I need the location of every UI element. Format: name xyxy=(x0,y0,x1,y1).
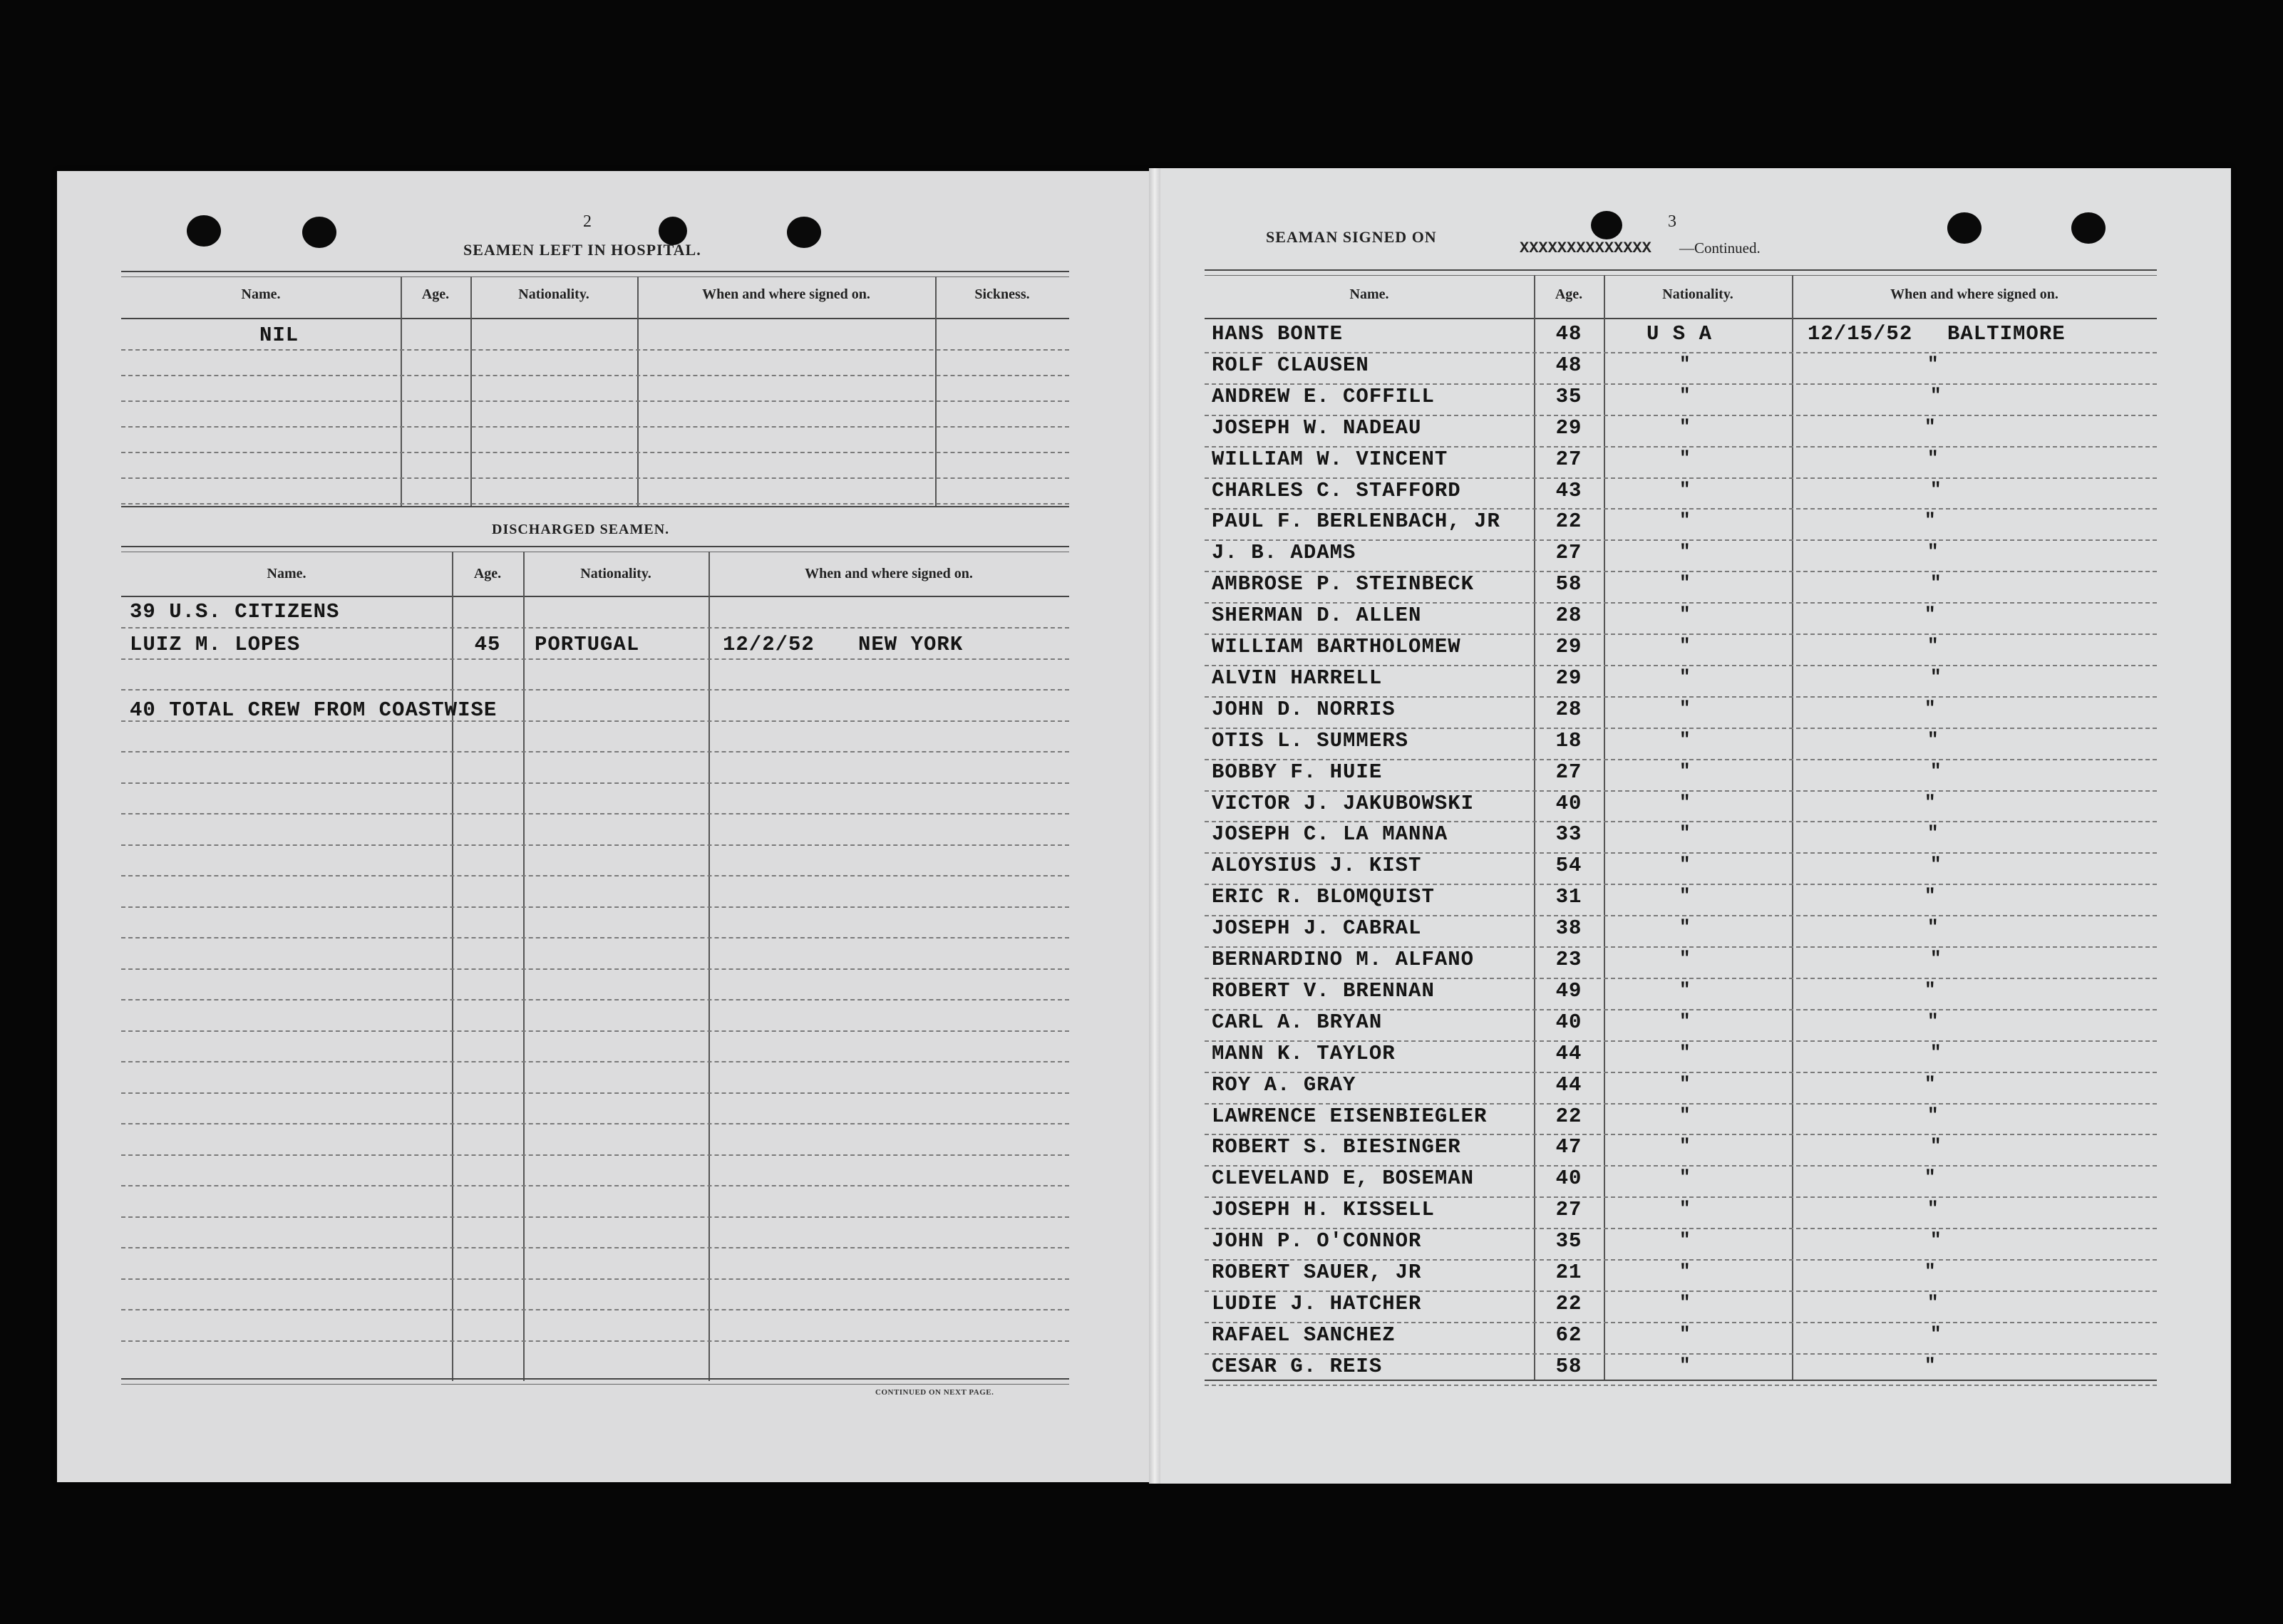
column-header: When and where signed on. xyxy=(702,286,870,302)
row-line xyxy=(121,844,1069,846)
signed-on-age-cell: 29 xyxy=(1555,635,1582,658)
ditto-mark: " xyxy=(1679,541,1691,563)
signed-on-section-title: SEAMAN SIGNED ON xyxy=(1266,228,1437,246)
ditto-mark: " xyxy=(1679,1291,1691,1313)
ditto-mark: " xyxy=(1927,1291,1939,1313)
column-header: Name. xyxy=(1349,286,1389,302)
discharged-place-cell: NEW YORK xyxy=(858,633,964,656)
ditto-mark: " xyxy=(1679,948,1691,969)
ditto-mark: " xyxy=(1924,1261,1936,1282)
table-top-rule xyxy=(121,271,1069,272)
ditto-mark: " xyxy=(1927,635,1939,656)
ditto-mark: " xyxy=(1924,697,1936,719)
column-header: Nationality. xyxy=(518,286,589,302)
column-header: Name. xyxy=(267,566,306,581)
ditto-mark: " xyxy=(1930,572,1942,594)
row-line xyxy=(121,1185,1069,1186)
ditto-mark: " xyxy=(1679,728,1691,750)
ditto-mark: " xyxy=(1679,1041,1691,1063)
table-top-rule xyxy=(1205,269,2157,271)
ditto-mark: " xyxy=(1679,415,1691,438)
row-line xyxy=(121,689,1069,691)
header-rule xyxy=(1205,318,2157,319)
column-divider xyxy=(401,276,402,506)
row-line xyxy=(121,999,1069,1000)
row-line xyxy=(121,477,1069,479)
ditto-mark: " xyxy=(1924,510,1936,532)
signed-on-age-cell: 29 xyxy=(1555,415,1582,440)
signed-on-name-cell: JOSEPH W. NADEAU xyxy=(1212,415,1422,440)
ditto-mark: " xyxy=(1924,415,1936,438)
ditto-mark: " xyxy=(1679,822,1691,844)
column-header: When and where signed on. xyxy=(805,566,973,581)
row-line xyxy=(121,1278,1069,1280)
signed-on-age-cell: 62 xyxy=(1555,1323,1582,1347)
signed-on-age-cell: 48 xyxy=(1555,322,1582,346)
ditto-mark: " xyxy=(1930,1135,1942,1157)
signed-on-age-cell: 22 xyxy=(1555,510,1582,534)
signed-on-name-cell: CHARLES C. STAFFORD xyxy=(1212,478,1461,502)
ditto-mark: " xyxy=(1930,948,1942,969)
signed-on-age-cell: 40 xyxy=(1555,791,1582,815)
ditto-mark: " xyxy=(1679,885,1691,907)
ditto-mark: " xyxy=(1679,510,1691,532)
column-header: When and where signed on. xyxy=(1890,286,2058,302)
signed-on-name-cell: WILLIAM BARTHOLOMEW xyxy=(1212,635,1461,658)
row-line xyxy=(121,375,1069,376)
table-bottom-rule xyxy=(121,1384,1069,1385)
ditto-mark: " xyxy=(1924,978,1936,1000)
row-line xyxy=(121,658,1069,660)
signed-on-age-cell: 44 xyxy=(1555,1041,1582,1065)
ditto-mark: " xyxy=(1930,760,1942,782)
ditto-mark: " xyxy=(1679,572,1691,594)
discharged-name-cell: 39 U.S. CITIZENS xyxy=(130,600,340,624)
signed-on-name-cell: SHERMAN D. ALLEN xyxy=(1212,604,1422,628)
row-line xyxy=(121,813,1069,814)
signed-on-age-cell: 28 xyxy=(1555,697,1582,721)
signed-on-name-cell: OTIS L. SUMMERS xyxy=(1212,728,1409,752)
signed-on-age-cell: 22 xyxy=(1555,1291,1582,1315)
row-line xyxy=(121,349,1069,351)
signed-on-date-cell: 12/15/52 xyxy=(1808,322,1913,346)
table-bottom-rule xyxy=(1205,1380,2157,1381)
signed-on-name-cell: JOSEPH J. CABRAL xyxy=(1212,916,1422,941)
signed-on-name-cell: ROBERT S. BIESINGER xyxy=(1212,1135,1461,1159)
page-number: 3 xyxy=(1668,212,1676,231)
column-divider xyxy=(470,276,472,506)
row-line xyxy=(121,1030,1069,1032)
ditto-mark: " xyxy=(1924,1072,1936,1095)
ditto-mark: " xyxy=(1679,447,1691,469)
ditto-mark: " xyxy=(1679,1229,1691,1251)
signed-on-age-cell: 27 xyxy=(1555,541,1582,565)
punch-hole-icon xyxy=(787,217,821,248)
ditto-mark: " xyxy=(1930,1041,1942,1063)
ditto-mark: " xyxy=(1927,822,1939,844)
signed-on-age-cell: 27 xyxy=(1555,1198,1582,1222)
ditto-mark: " xyxy=(1930,478,1942,500)
hospital-section-title: SEAMEN LEFT IN HOSPITAL. xyxy=(463,241,701,259)
signed-on-age-cell: 35 xyxy=(1555,1229,1582,1253)
signed-on-age-cell: 29 xyxy=(1555,666,1582,690)
signed-on-name-cell: JOSEPH H. KISSELL xyxy=(1212,1198,1435,1222)
signed-on-name-cell: VICTOR J. JAKUBOWSKI xyxy=(1212,791,1475,815)
row-line xyxy=(121,627,1069,629)
punch-hole-icon xyxy=(1947,212,1981,244)
row-line xyxy=(121,1061,1069,1062)
ditto-mark: " xyxy=(1930,384,1942,406)
table-rule xyxy=(121,276,1069,277)
signed-on-age-cell: 28 xyxy=(1555,604,1582,628)
ditto-mark: " xyxy=(1927,728,1939,750)
punch-hole-icon xyxy=(302,217,336,248)
ditto-mark: " xyxy=(1679,854,1691,876)
signed-on-name-cell: PAUL F. BERLENBACH, JR xyxy=(1212,510,1500,534)
discharged-nationality-cell: PORTUGAL xyxy=(535,633,640,656)
signed-on-age-cell: 22 xyxy=(1555,1104,1582,1128)
ditto-mark: " xyxy=(1679,353,1691,375)
column-divider xyxy=(523,552,525,1381)
row-line xyxy=(121,1340,1069,1342)
signed-on-name-cell: MANN K. TAYLOR xyxy=(1212,1041,1396,1065)
ditto-mark: " xyxy=(1924,885,1936,907)
ditto-mark: " xyxy=(1679,1167,1691,1189)
ditto-mark: " xyxy=(1679,978,1691,1000)
signed-on-name-cell: WILLIAM W. VINCENT xyxy=(1212,447,1448,471)
punch-hole-icon xyxy=(2071,212,2106,244)
signed-on-age-cell: 43 xyxy=(1555,478,1582,502)
ditto-mark: " xyxy=(1927,541,1939,563)
ditto-mark: " xyxy=(1679,384,1691,406)
signed-on-name-cell: BOBBY F. HUIE xyxy=(1212,760,1383,784)
table-top-rule xyxy=(121,546,1069,547)
signed-on-name-cell: ALOYSIUS J. KIST xyxy=(1212,854,1422,878)
signed-on-age-cell: 35 xyxy=(1555,384,1582,408)
column-divider xyxy=(1604,275,1605,1381)
row-line xyxy=(121,906,1069,908)
signed-on-age-cell: 54 xyxy=(1555,854,1582,878)
signed-on-age-cell: 38 xyxy=(1555,916,1582,941)
left-page xyxy=(57,171,1155,1482)
signed-on-age-cell: 23 xyxy=(1555,948,1582,971)
ditto-mark: " xyxy=(1679,760,1691,782)
ditto-mark: " xyxy=(1930,854,1942,876)
signed-on-name-cell: CESAR G. REIS xyxy=(1212,1354,1383,1378)
column-header: Sickness. xyxy=(974,286,1030,302)
ditto-mark: " xyxy=(1927,916,1939,938)
signed-on-name-cell: JOHN D. NORRIS xyxy=(1212,697,1396,721)
row-line xyxy=(121,875,1069,876)
punch-hole-icon xyxy=(1591,211,1622,239)
hospital-name-cell: NIL xyxy=(259,324,299,347)
signed-on-name-cell: JOSEPH C. LA MANNA xyxy=(1212,822,1448,847)
column-divider xyxy=(935,276,937,506)
column-divider xyxy=(452,552,453,1381)
signed-on-age-cell: 40 xyxy=(1555,1010,1582,1034)
column-header: Nationality. xyxy=(1662,286,1733,302)
signed-on-name-cell: CARL A. BRYAN xyxy=(1212,1010,1383,1034)
signed-on-age-cell: 48 xyxy=(1555,353,1582,377)
ditto-mark: " xyxy=(1679,604,1691,626)
row-line xyxy=(1205,1385,2157,1386)
ditto-mark: " xyxy=(1927,1104,1939,1126)
column-divider xyxy=(1792,275,1793,1381)
column-header: Age. xyxy=(421,286,450,302)
signed-on-name-cell: CLEVELAND E, BOSEMAN xyxy=(1212,1167,1475,1191)
ditto-mark: " xyxy=(1679,1198,1691,1220)
signed-on-name-cell: ROY A. GRAY xyxy=(1212,1072,1356,1097)
signed-on-name-cell: ERIC R. BLOMQUIST xyxy=(1212,885,1435,909)
signed-on-name-cell: RAFAEL SANCHEZ xyxy=(1212,1323,1396,1347)
title-continued: —Continued. xyxy=(1679,239,1761,257)
ditto-mark: " xyxy=(1930,666,1942,688)
row-line xyxy=(121,1123,1069,1124)
ditto-mark: " xyxy=(1679,697,1691,719)
signed-on-name-cell: J. B. ADAMS xyxy=(1212,541,1356,565)
discharged-name-cell: LUIZ M. LOPES xyxy=(130,633,301,656)
ditto-mark: " xyxy=(1679,791,1691,813)
row-line xyxy=(121,751,1069,752)
column-header: Age. xyxy=(1555,286,1583,302)
signed-on-name-cell: ALVIN HARRELL xyxy=(1212,666,1383,690)
ditto-mark: " xyxy=(1924,791,1936,813)
column-header: Age. xyxy=(473,566,502,581)
ditto-mark: " xyxy=(1679,478,1691,500)
ditto-mark: " xyxy=(1679,1354,1691,1376)
signed-on-place-cell: BALTIMORE xyxy=(1947,322,2066,346)
ditto-mark: " xyxy=(1679,1135,1691,1157)
signed-on-age-cell: 58 xyxy=(1555,1354,1582,1378)
ditto-mark: " xyxy=(1679,1323,1691,1345)
signed-on-name-cell: ANDREW E. COFFILL xyxy=(1212,384,1435,408)
signed-on-age-cell: 44 xyxy=(1555,1072,1582,1097)
ditto-mark: " xyxy=(1930,1229,1942,1251)
page-number: 2 xyxy=(583,212,592,231)
row-line xyxy=(121,426,1069,428)
signed-on-age-cell: 40 xyxy=(1555,1167,1582,1191)
row-line xyxy=(121,452,1069,453)
header-rule xyxy=(121,318,1069,319)
signed-on-age-cell: 31 xyxy=(1555,885,1582,909)
ditto-mark: " xyxy=(1927,353,1939,375)
ditto-mark: " xyxy=(1927,1198,1939,1220)
ditto-mark: " xyxy=(1679,666,1691,688)
signed-on-name-cell: LAWRENCE EISENBIEGLER xyxy=(1212,1104,1488,1128)
row-line xyxy=(121,937,1069,938)
ditto-mark: " xyxy=(1924,1167,1936,1189)
ditto-mark: " xyxy=(1679,1261,1691,1282)
signed-on-name-cell: HANS BONTE xyxy=(1212,322,1344,346)
signed-on-age-cell: 33 xyxy=(1555,822,1582,847)
table-rule xyxy=(1205,275,2157,276)
signed-on-age-cell: 21 xyxy=(1555,1261,1582,1284)
header-rule xyxy=(121,596,1069,597)
signed-on-name-cell: AMBROSE P. STEINBECK xyxy=(1212,572,1475,596)
column-header: Nationality. xyxy=(580,566,651,581)
ditto-mark: " xyxy=(1927,1010,1939,1032)
discharged-date-cell: 12/2/52 xyxy=(723,633,815,656)
column-divider xyxy=(637,276,639,506)
ditto-mark: " xyxy=(1679,1010,1691,1032)
row-line xyxy=(121,400,1069,402)
column-header: Name. xyxy=(241,286,281,302)
discharged-name-cell: 40 TOTAL CREW FROM COASTWISE xyxy=(130,698,498,722)
row-line xyxy=(121,503,1069,505)
ditto-mark: " xyxy=(1679,635,1691,656)
ditto-mark: " xyxy=(1924,604,1936,626)
ditto-mark: " xyxy=(1679,916,1691,938)
signed-on-age-cell: 27 xyxy=(1555,760,1582,784)
table-bottom-rule xyxy=(121,506,1069,507)
signed-on-age-cell: 49 xyxy=(1555,978,1582,1003)
row-line xyxy=(121,1092,1069,1094)
table-bottom-rule xyxy=(121,1378,1069,1380)
ditto-mark: " xyxy=(1924,1354,1936,1376)
signed-on-age-cell: 27 xyxy=(1555,447,1582,471)
row-line xyxy=(121,1216,1069,1218)
discharged-age-cell: 45 xyxy=(474,633,501,656)
punch-hole-icon xyxy=(187,215,221,247)
signed-on-name-cell: LUDIE J. HATCHER xyxy=(1212,1291,1422,1315)
signed-on-age-cell: 47 xyxy=(1555,1135,1582,1159)
row-line xyxy=(121,1247,1069,1248)
page-fold xyxy=(1149,168,1160,1484)
ditto-mark: " xyxy=(1927,447,1939,469)
row-line xyxy=(121,782,1069,784)
signed-on-nationality-cell: U S A xyxy=(1646,322,1713,346)
column-divider xyxy=(708,552,710,1381)
row-line xyxy=(121,968,1069,970)
continued-footer: CONTINUED ON NEXT PAGE. xyxy=(875,1388,994,1397)
ditto-mark: " xyxy=(1679,1104,1691,1126)
ditto-mark: " xyxy=(1679,1072,1691,1095)
signed-on-name-cell: ROLF CLAUSEN xyxy=(1212,353,1369,377)
ditto-mark: " xyxy=(1930,1323,1942,1345)
signed-on-name-cell: ROBERT SAUER, JR xyxy=(1212,1261,1422,1284)
signed-on-name-cell: BERNARDINO M. ALFANO xyxy=(1212,948,1475,971)
row-line xyxy=(121,1154,1069,1156)
discharged-section-title: DISCHARGED SEAMEN. xyxy=(492,522,670,537)
signed-on-name-cell: ROBERT V. BRENNAN xyxy=(1212,978,1435,1003)
signed-on-age-cell: 58 xyxy=(1555,572,1582,596)
signed-on-name-cell: JOHN P. O'CONNOR xyxy=(1212,1229,1422,1253)
struck-out-text: XXXXXXXXXXXXXX xyxy=(1520,239,1651,257)
signed-on-age-cell: 18 xyxy=(1555,728,1582,752)
row-line xyxy=(121,1309,1069,1310)
